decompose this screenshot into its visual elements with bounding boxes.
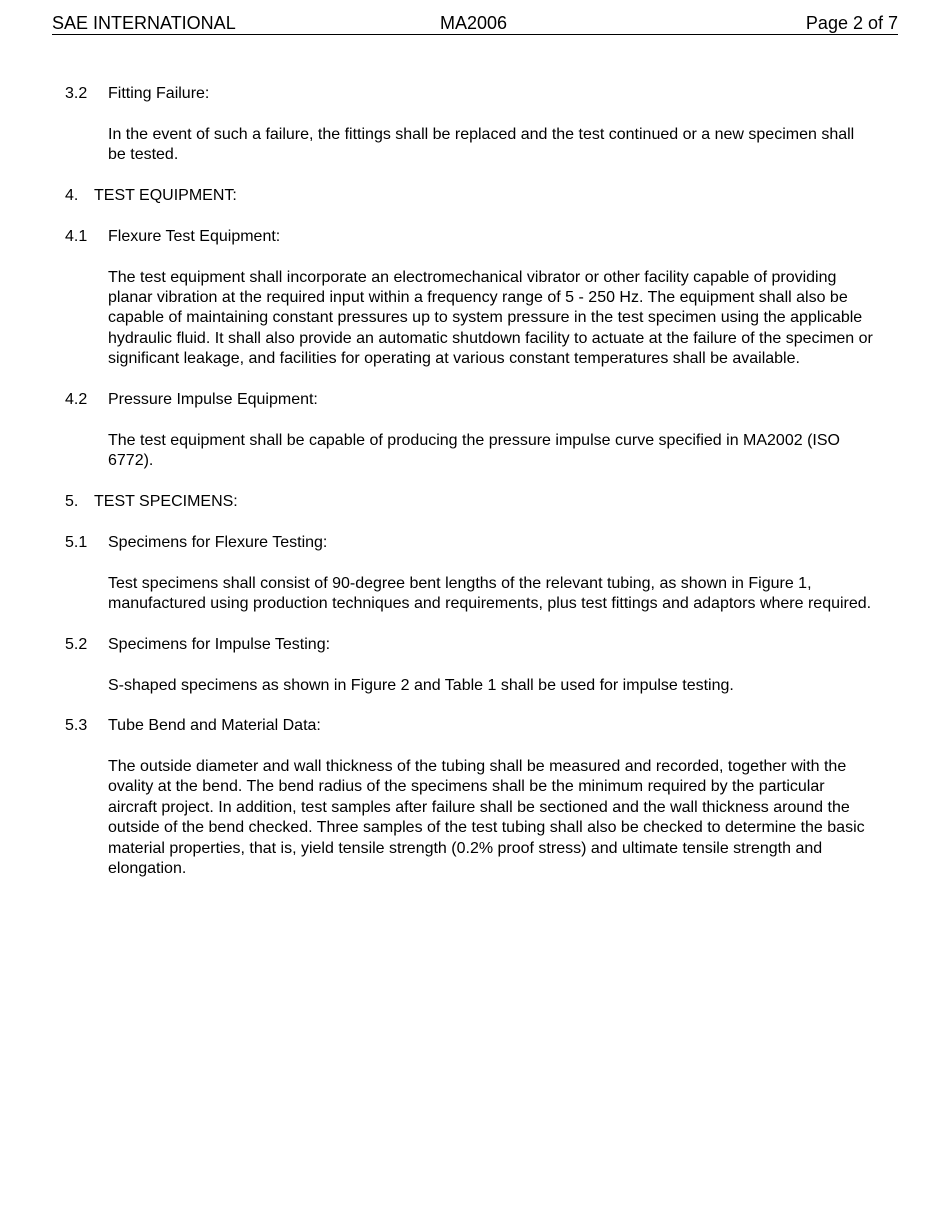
section-title: Tube Bend and Material Data: (108, 717, 321, 735)
section-heading-5 (65, 492, 875, 512)
section-heading-4-2 (65, 390, 875, 410)
section-title: Specimens for Flexure Testing: (108, 533, 328, 551)
section-heading-5-2 (65, 635, 875, 655)
page-header (52, 12, 898, 35)
section-heading-5-1 (65, 533, 875, 553)
section-number: 5.3 (65, 717, 88, 735)
section-number: 4. (65, 186, 79, 204)
document-body (65, 84, 875, 900)
section-paragraph-4-2: The test equipment shall be capable of producing the pressure impulse curve specified in MA2002 (ISO 6772). (108, 431, 840, 470)
section-number: 4.2 (65, 390, 88, 408)
section-title: Specimens for Impulse Testing: (108, 635, 331, 653)
section-paragraph-5-1: Test specimens shall consist of 90-degree bent lengths of the relevant tubing, as shown in Figure 1, manufactured using production techniques and requirements, plus test fittings and adaptors where required. (108, 574, 872, 612)
section-heading-3-2 (65, 84, 875, 104)
section-number: 3.2 (65, 85, 88, 102)
section-heading-4-1 (65, 227, 875, 247)
section-paragraph-3-2: In the event of such a failure, the fittings shall be replaced and the test continued or a new specimen shall be tested. (108, 125, 855, 164)
section-paragraph-5-2: S-shaped specimens as shown in Figure 2 and Table 1 shall be used for impulse testing. (108, 676, 734, 694)
section-number: 5.2 (65, 635, 88, 653)
section-paragraph-5-3: The outside diameter and wall thickness of the tubing shall be measured and recorded, together with the ovality at the bend. The bend radius of the specimens shall be the minimum required by the particular aircraft project. In addition, test samples after failure shall be sectioned and the wall thickness around the outside of the bend checked. Three samples of the test tubing shall also be checked to determine the basic material properties, that is, yield tensile strength (0.2% proof stress) and ultimate tensile strength and elongation. (108, 758, 865, 878)
section-number: 5. (65, 492, 79, 510)
header-page-label: Page 2 of 7 (805, 13, 898, 33)
section-title: Flexure Test Equipment: (108, 227, 281, 245)
section-heading-5-3 (65, 716, 875, 736)
section-heading-4 (65, 186, 875, 206)
header-organization: SAE INTERNATIONAL (52, 13, 236, 33)
section-number: 4.1 (65, 227, 88, 245)
section-title: Pressure Impulse Equipment: (108, 390, 318, 408)
section-title: TEST EQUIPMENT: (94, 186, 237, 204)
section-title: TEST SPECIMENS: (94, 492, 238, 510)
section-number: 5.1 (65, 533, 88, 551)
header-document-id: MA2006 (440, 13, 508, 33)
section-title: Fitting Failure: (108, 85, 210, 102)
section-paragraph-4-1: The test equipment shall incorporate an electromechanical vibrator or other facility capable of providing planar vibration at the required input within a frequency range of 5 - 250 Hz. The equipment shall also be capable of maintaining constant pressures up to system pressure in the test specimen using the applicable hydraulic fluid. It shall also provide an automatic shutdown facility to actuate at the failure of the specimen or significant leakage, and facilities for operating at various constant temperatures shall be available. (108, 268, 873, 368)
